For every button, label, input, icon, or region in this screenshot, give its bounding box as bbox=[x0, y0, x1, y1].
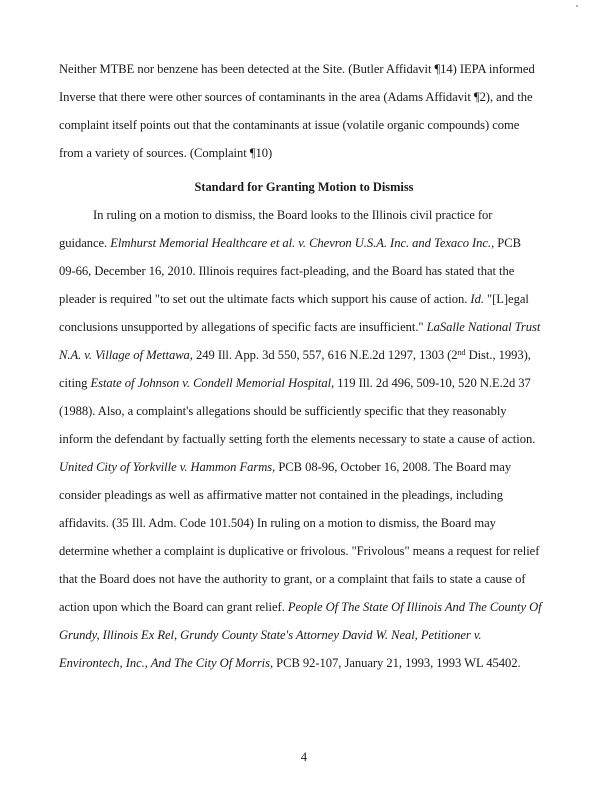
text-run: action upon which the Board can grant relief. bbox=[59, 600, 288, 614]
paragraph-line: In ruling on a motion to dismiss, the Board looks to the Illinois civil practice for bbox=[93, 208, 493, 222]
text-run: "[L]egal bbox=[483, 292, 529, 306]
text-run: Dist., 1993), bbox=[465, 348, 531, 362]
paragraph-line bbox=[59, 656, 521, 671]
paragraph-line: (1988). Also, a complaint's allegations should be sufficiently specific that they reasonably bbox=[59, 404, 507, 418]
case-citation: Elmhurst Memorial Healthcare et al. v. Chevron U.S.A. Inc. and Texaco Inc. bbox=[110, 236, 492, 250]
paragraph-line bbox=[59, 628, 482, 643]
paragraph-line bbox=[59, 460, 511, 475]
paragraph-line: complaint itself points out that the contaminants at issue (volatile organic compounds) come bbox=[59, 118, 520, 132]
case-citation: LaSalle National Trust bbox=[426, 320, 541, 334]
case-citation: Environtech, Inc., And The City Of Morris bbox=[59, 656, 270, 670]
case-citation: United City of Yorkville v. Hammon Farms bbox=[59, 460, 273, 474]
scan-speck bbox=[576, 5, 578, 7]
section-heading: Standard for Granting Motion to Dismiss bbox=[194, 180, 414, 194]
text-run: pleader is required "to set out the ultimate facts which support his cause of action. bbox=[59, 292, 471, 306]
paragraph-line bbox=[59, 348, 531, 363]
text-run: guidance. bbox=[59, 236, 111, 250]
paragraph-line: from a variety of sources. (Complaint ¶10) bbox=[59, 146, 273, 160]
paragraph-line: consider pleadings as well as affirmative matter not contained in the pleadings, including bbox=[59, 488, 503, 502]
paragraph-line: 09-66, December 16, 2010. Illinois requires fact-pleading, and the Board has stated that the bbox=[59, 264, 515, 278]
superscript: nd bbox=[457, 348, 466, 357]
text-run: , PCB 92-107, January 21, 1993, 1993 WL 45402. bbox=[269, 656, 521, 670]
page-number: 4 bbox=[300, 750, 308, 764]
text-run: , 249 Ill. App. 3d 550, 557, 616 N.E.2d 1297, 1303 (2 bbox=[189, 348, 458, 362]
paragraph-line bbox=[59, 236, 521, 251]
paragraph-line bbox=[59, 292, 529, 307]
case-citation: Grundy, Illinois Ex Rel, Grundy County State's Attorney David W. Neal, Petitioner v. bbox=[59, 628, 482, 642]
paragraph-line: that the Board does not have the authority to grant, or a complaint that fails to state a cause of bbox=[59, 572, 526, 586]
text-run: , PCB bbox=[491, 236, 521, 250]
paragraph-line: Inverse that there were other sources of contaminants in the area (Adams Affidavit ¶2), and the bbox=[59, 90, 533, 104]
case-citation: Id. bbox=[470, 292, 484, 306]
paragraph-line bbox=[59, 320, 540, 335]
paragraph-line: Neither MTBE nor benzene has been detected at the Site. (Butler Affidavit ¶14) IEPA informed bbox=[59, 62, 535, 76]
paragraph-line bbox=[59, 376, 531, 391]
case-citation: N.A. v. Village of Mettawa bbox=[59, 348, 190, 362]
paragraph-line: affidavits. (35 Ill. Adm. Code 101.504) In ruling on a motion to dismiss, the Board may bbox=[59, 516, 496, 530]
paragraph-line: inform the defendant by factually setting forth the elements necessary to state a cause of action. bbox=[59, 432, 536, 446]
paragraph-line: determine whether a complaint is duplicative or frivolous. "Frivolous" means a request for relief bbox=[59, 544, 540, 558]
paragraph-line bbox=[59, 600, 542, 615]
case-citation: Estate of Johnson v. Condell Memorial Hospital bbox=[90, 376, 332, 390]
text-run: , PCB 08-96, October 16, 2008. The Board may bbox=[272, 460, 512, 474]
text-run: , 119 Ill. 2d 496, 509-10, 520 N.E.2d 37 bbox=[331, 376, 531, 390]
case-citation: People Of The State Of Illinois And The County Of bbox=[287, 600, 542, 614]
text-run: citing bbox=[59, 376, 91, 390]
text-run: conclusions unsupported by allegations of specific facts are insufficient." bbox=[59, 320, 427, 334]
